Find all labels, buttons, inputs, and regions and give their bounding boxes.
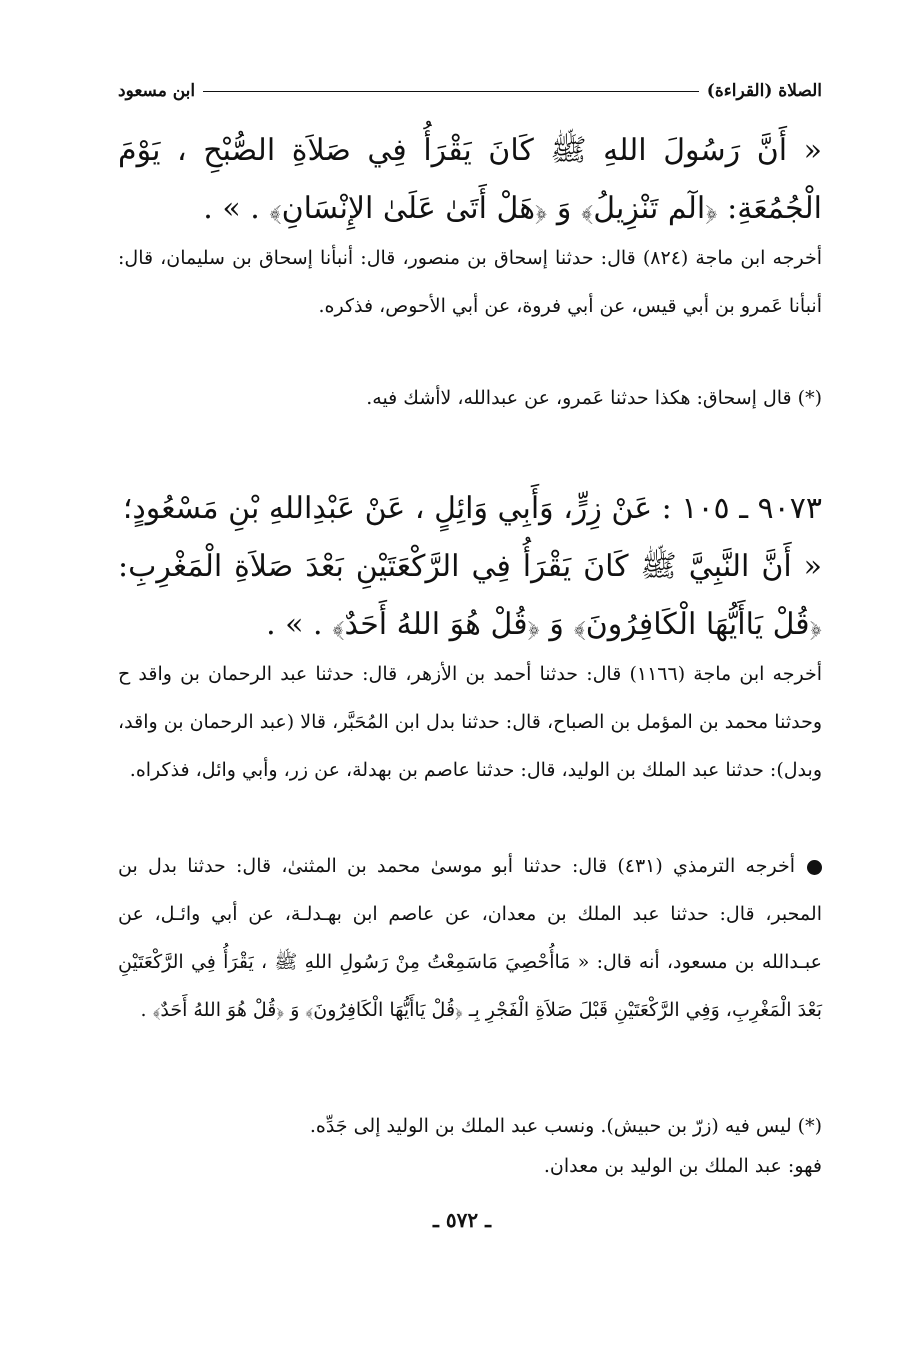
page-number: ـ ٥٧٢ ـ (433, 1208, 491, 1232)
hadith-block-2 (118, 480, 822, 654)
note-line-1: (*) ليس فيه (زرّ بن حبيش). ونسب عبد الملك بن الوليد إلى جَدِّه. (309, 1115, 822, 1137)
bullet-icon (807, 860, 822, 875)
header-rule (203, 91, 699, 92)
takhrij-paragraph-3: أخرجه الترمذي (٤٣١) قال: حدثنا أبو موسىٰ محمد بن المثنىٰ، قال: حدثنا بدل بن المحبر، قال: حدثنا عبد الملك بن معدان، عن عاصم ابن بهـدلـة، عن أبي وائـل، عن عبـدالله بن مسعود، أنه قال: « مَاأُحْصِيَ مَاسَمِعْتُ مِنْ رَسُولِ اللهِ ﷺ ، يَقْرَأُ فِي الرَّكْعَتَيْنِ بَعْدَ الْمَغْرِبِ، وَفِي الرَّكْعَتَيْنِ قَبْلَ صَلاَةِ الْفَجْرِ بِـ ﴿قُلْ يَاأَيُّهَا الْكَافِرُونَ﴾ وَ ﴿قُلْ هُوَ اللهُ أَحَدٌ﴾ . (118, 855, 822, 1021)
header-chapter-title: الصلاة (القراءة) (706, 81, 822, 101)
note-paragraph-2 (118, 1106, 822, 1186)
takhrij-paragraph-2: أخرجه ابن ماجة (١١٦٦) قال: حدثنا أحمد بن الأزهر، قال: حدثنا عبد الرحمان بن واقد ح وحدثنا محمد بن المؤمل بن الصباح، قال: حدثنا بدل ابن المُحَبَّر، قالا (عبد الرحمان بن واقد، وبدل): حدثنا عبد الملك بن الوليد، قال: حدثنا عاصم بن بهدلة، عن زر، وأبي وائل، فذكراه. (118, 663, 822, 781)
note-line-2: فهو: عبد الملك بن الوليد بن معدان. (543, 1155, 822, 1177)
note-paragraph-1: (*) قال إسحاق: هكذا حدثنا عَمرو، عن عبدالله، لاأشك فيه. (366, 387, 822, 409)
header-narrator-name: ابن مسعود (118, 81, 196, 101)
takhrij-paragraph-1: أخرجه ابن ماجة (٨٢٤) قال: حدثنا إسحاق بن منصور، قال: أنبأنا إسحاق بن سليمان، قال: أنبأنا عَمرو بن أبي قيس، عن أبي فروة، عن أبي الأحوص، فذكره. (118, 247, 822, 317)
hadith-text-2: « أَنَّ النَّبِيَّ ﷺ كَانَ يَقْرَأُ فِي الرَّكْعَتَيْنِ بَعْدَ صَلاَةِ الْمَغْرِبِ: ﴿قُلْ يَاأَيُّهَا الْكَافِرُونَ﴾ وَ ﴿قُلْ هُوَ اللهُ أَحَدٌ﴾ . » . (118, 549, 822, 642)
hadith-heading: ٩٠٧٣ ـ ١٠٥ : عَنْ زِرٍّ، وَأَبِي وَائِلٍ ، عَنْ عَبْدِاللهِ بْنِ مَسْعُودٍ؛ (122, 491, 822, 526)
hadith-text-1: « أَنَّ رَسُولَ اللهِ ﷺ كَانَ يَقْرَأُ فِي صَلاَةِ الصُّبْحِ ، يَوْمَ الْجُمُعَةِ: ﴿الٓم تَنْزِيلُ﴾ وَ ﴿هَلْ أَتَىٰ عَلَىٰ الإِنْسَانِ﴾ . » . (118, 133, 822, 226)
running-header (118, 76, 822, 106)
